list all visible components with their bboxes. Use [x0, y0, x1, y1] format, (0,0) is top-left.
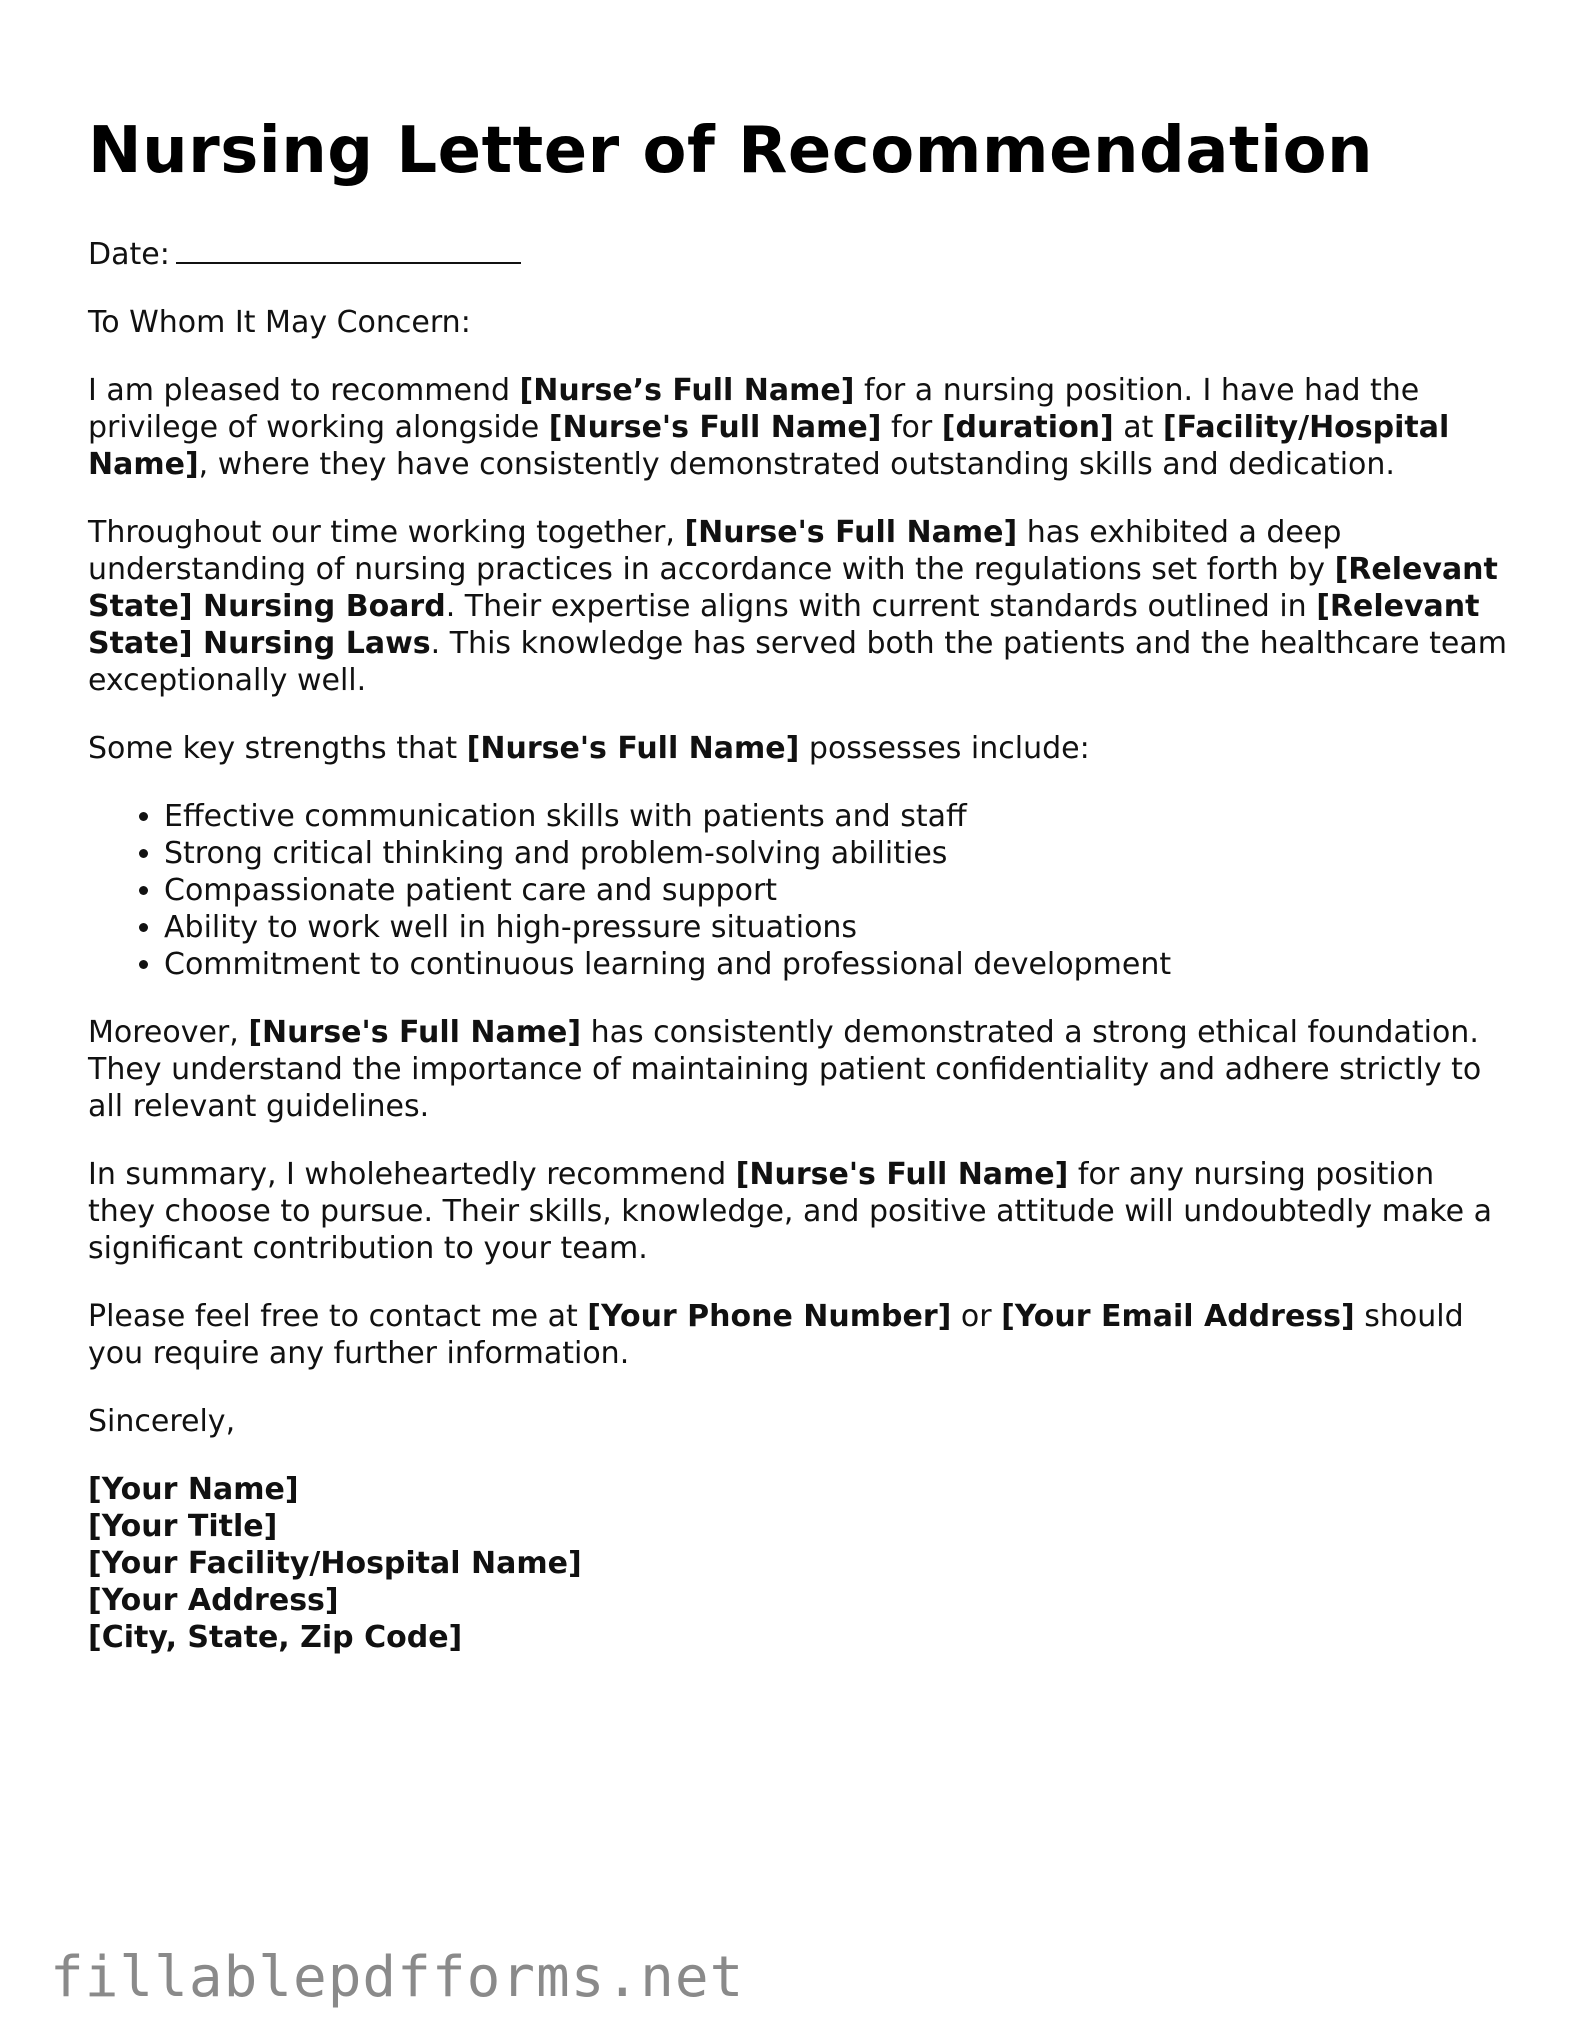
list-item: • Ability to work well in high-pressure situations: [164, 909, 1508, 946]
text: possesses include:: [799, 731, 1090, 766]
placeholder-email: [Your Email Address]: [1001, 1299, 1355, 1334]
date-blank-field[interactable]: [176, 234, 521, 264]
text: should you require any further information.: [88, 1299, 1464, 1371]
placeholder-nurse-name: [Nurse's Full Name]: [548, 410, 882, 445]
signature-facility: [Your Facility/Hospital Name]: [88, 1546, 582, 1581]
text: for any nursing position they choose to pursue. Their skills, knowledge, and positive attitude will undoubtedly make a significant contribution to your team.: [88, 1157, 1492, 1266]
text: Throughout our time working together,: [88, 515, 685, 550]
watermark: fillablepdfforms.net: [50, 1945, 745, 2010]
placeholder-nursing-laws: [Relevant State] Nursing Laws: [88, 589, 1480, 661]
text: . This knowledge has served both the patients and the healthcare team exceptionally well.: [88, 626, 1507, 698]
paragraph-ethics: [88, 1014, 1508, 1125]
list-item: • Effective communication skills with patients and staff: [164, 798, 1508, 835]
text: , where they have consistently demonstrated outstanding skills and dedication.: [198, 447, 1395, 482]
text: I am pleased to recommend: [88, 373, 520, 408]
placeholder-duration: [duration]: [941, 410, 1114, 445]
signature-address: [Your Address]: [88, 1583, 339, 1618]
placeholder-nurse-name: [Nurse's Full Name]: [735, 1157, 1069, 1192]
signature-name: [Your Name]: [88, 1472, 299, 1507]
paragraph-contact: [88, 1298, 1508, 1372]
text: has consistently demonstrated a strong ethical foundation. They understand the importance of maintaining patient confidentiality and adhere strictly to all relevant guidelines.: [88, 1015, 1482, 1124]
text: has exhibited a deep understanding of nursing practices in accordance with the regulations set forth by: [88, 515, 1342, 587]
placeholder-nurse-name: [Nurse's Full Name]: [684, 515, 1018, 550]
paragraph-intro: [88, 372, 1508, 483]
text: at: [1113, 410, 1163, 445]
paragraph-strengths-intro: [88, 730, 1508, 767]
strengths-list: [88, 798, 1508, 983]
signature-city-state-zip: [City, State, Zip Code]: [88, 1620, 463, 1655]
placeholder-nurse-name: [Nurse’s Full Name]: [519, 373, 855, 408]
text: for a nursing position. I have had the privilege of working alongside: [88, 373, 1420, 445]
paragraph-expertise: [88, 514, 1508, 699]
text: Some key strengths that: [88, 731, 467, 766]
text: In summary, I wholeheartedly recommend: [88, 1157, 736, 1192]
text: or: [951, 1299, 1002, 1334]
closing: Sincerely,: [88, 1404, 236, 1439]
paragraph-summary: [88, 1156, 1508, 1267]
date-label: Date:: [88, 237, 170, 272]
placeholder-nursing-board: [Relevant State] Nursing Board: [88, 552, 1498, 624]
placeholder-facility: [Facility/Hospital Name]: [88, 410, 1450, 482]
list-item: • Strong critical thinking and problem-solving abilities: [164, 835, 1508, 872]
salutation: To Whom It May Concern:: [88, 305, 471, 340]
page-title: Nursing Letter of Recommendation: [88, 114, 1374, 188]
signature-block: [88, 1471, 1508, 1656]
text: Moreover,: [88, 1015, 249, 1050]
placeholder-nurse-name: [Nurse's Full Name]: [466, 731, 800, 766]
list-item: • Commitment to continuous learning and professional development: [164, 946, 1508, 983]
placeholder-nurse-name: [Nurse's Full Name]: [248, 1015, 582, 1050]
signature-title: [Your Title]: [88, 1509, 278, 1544]
text: Please feel free to contact me at: [88, 1299, 588, 1334]
text: . Their expertise aligns with current standards outlined in: [445, 589, 1317, 624]
date-line: [88, 234, 1508, 273]
placeholder-phone: [Your Phone Number]: [587, 1299, 952, 1334]
letter-page: [88, 110, 1508, 1656]
text: for: [881, 410, 942, 445]
list-item: • Compassionate patient care and support: [164, 872, 1508, 909]
